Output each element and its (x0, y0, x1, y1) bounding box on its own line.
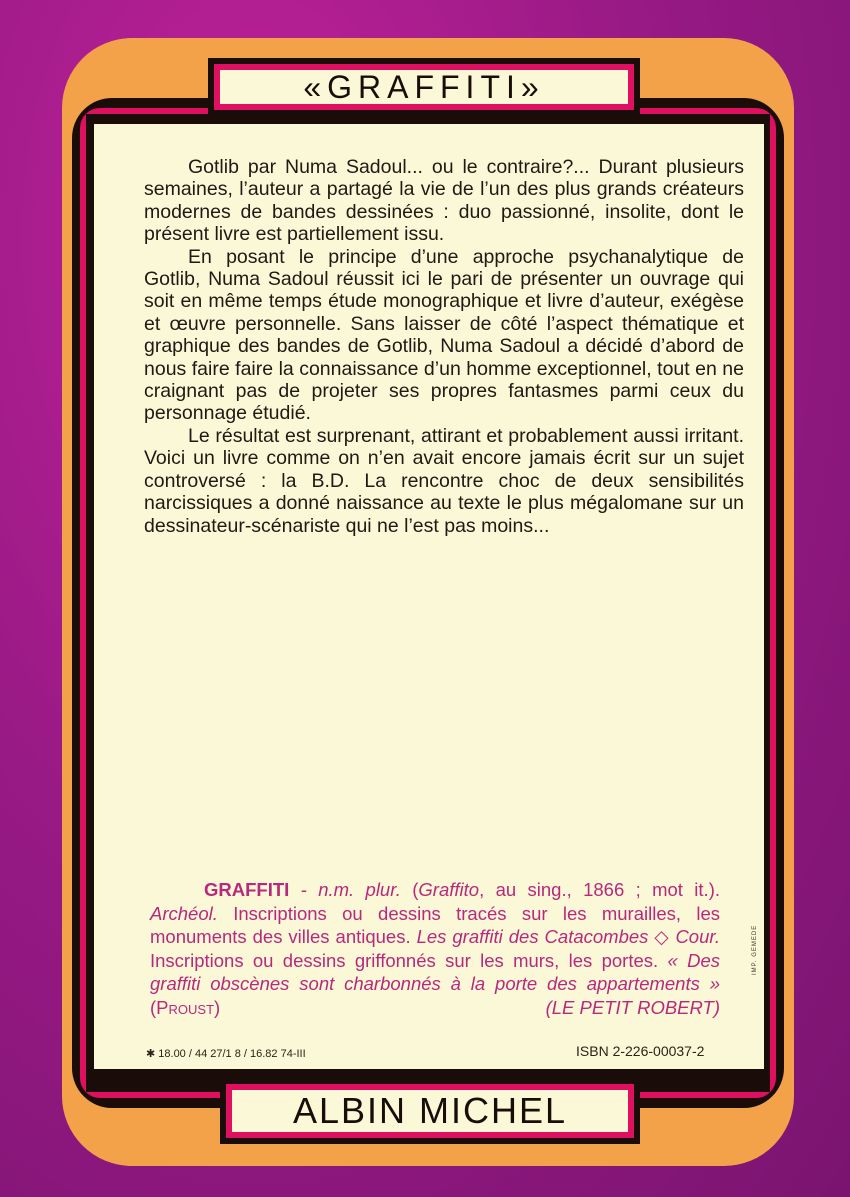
isbn: ISBN 2-226-00037-2 (576, 1043, 705, 1059)
price-codes: ✱ 18.00 / 44 27/1 8 / 16.82 74-III (146, 1048, 306, 1060)
blurb-paragraph: Le résultat est surprenant, attirant et probablement aussi irritant. Voici un livre comme on n’en avait encore jamais écrit sur un sujet controversé : la B.D. La rencontre choc de deux sensibilités narcissiques a donné naissance au texte le plus mégalomane sur un dessinateur-scénariste qui ne l’est pas moins... (144, 424, 744, 537)
definition-sense: Inscriptions ou dessins griffonnés sur les murs, les portes. (150, 949, 668, 971)
dictionary-definition (150, 878, 720, 1019)
series-title: «GRAFFITI» (303, 68, 545, 105)
definition-source: (LE PETIT ROBERT) (545, 996, 720, 1018)
quote-author-open: ( (150, 996, 157, 1018)
definition-pos: - n.m. plur. (300, 879, 401, 900)
quote-author: Proust (156, 996, 215, 1018)
definition-etym-open: ( (412, 879, 419, 900)
definition-quote: « Des graffiti obscènes sont charbonnés à la porte des appartements » (150, 949, 721, 994)
printer-mark: IMP. GEMEDE (752, 924, 758, 975)
blurb-paragraph: Gotlib par Numa Sadoul... ou le contraire?... Durant plusieurs semaines, l’auteur a partagé la vie de l’un des plus grands créateurs modernes de bandes dessinées : duo passionné, insolite, dont le présent livre est partiellement issu. (144, 156, 744, 246)
definition-etym-rest: , au sing., 1866 ; mot it.). (479, 879, 721, 900)
definition-example: Les graffiti des Catacombes (416, 926, 649, 947)
blurb (144, 156, 744, 537)
definition-domain: Cour. (675, 926, 720, 947)
definition-sense: Inscriptions ou dessins tracés sur les murailles, les monuments des villes antiques. (150, 902, 720, 947)
quote-author-close: ) (214, 996, 221, 1018)
blurb-paragraph: En posant le principe d’une approche psychanalytique de Gotlib, Numa Sadoul réussit ici le pari de présenter un ouvrage qui soit en même temps étude monographique et livre d’auteur, exégèse et œuvre personnelle. Sans laisser de côté l’aspect thématique et graphique des bandes de Gotlib, Numa Sadoul a décidé d’abord de nous faire faire la connaissance d’un homme exceptionnel, tout en ne craignant pas de projeter ses propres fantasmes parmi ceux du personnage étudié. (144, 245, 744, 425)
definition-etym-word: Graffito (418, 879, 480, 900)
definition-domain: Archéol. (150, 902, 218, 924)
diamond-symbol: ◇ (648, 926, 676, 947)
publisher-name: ALBIN MICHEL (292, 1090, 568, 1131)
definition-headword: GRAFFITI (204, 879, 290, 900)
series-title-box (208, 58, 640, 116)
publisher-box (220, 1078, 640, 1144)
